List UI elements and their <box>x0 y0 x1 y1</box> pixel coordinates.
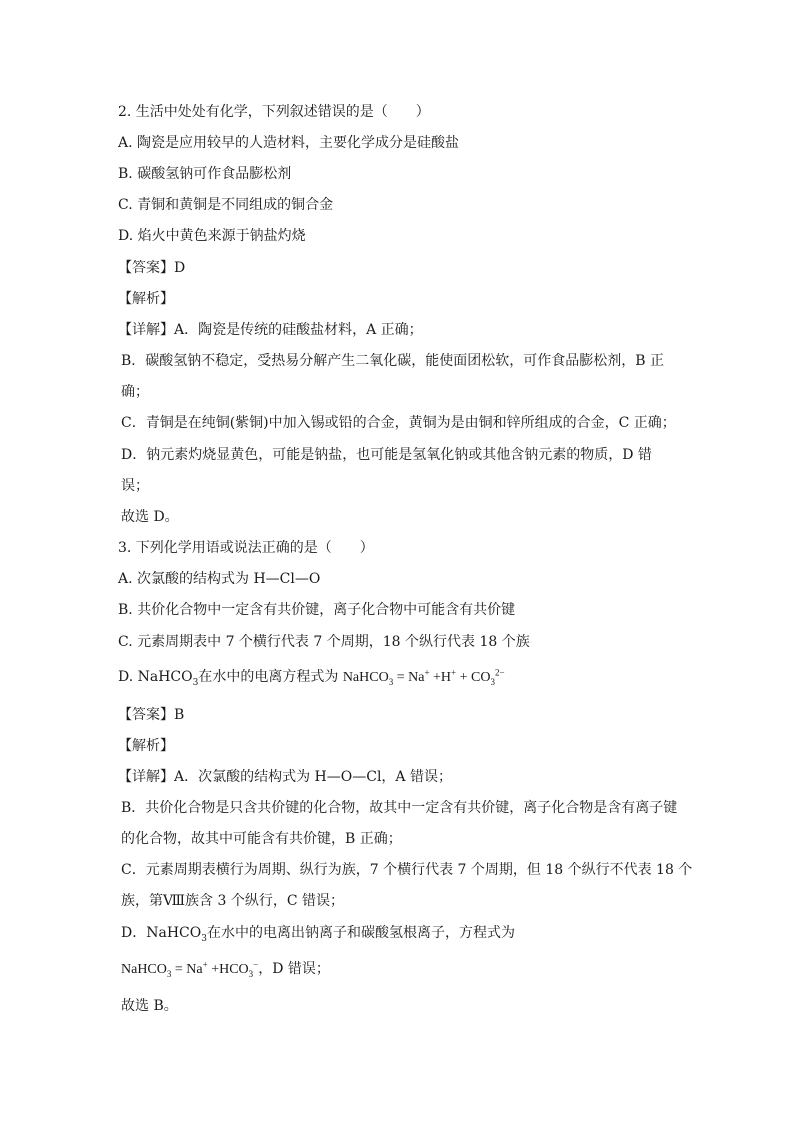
q3-detail-d-prefix: D．NaHCO <box>121 925 202 941</box>
eq-term-nahco3: NaHCO <box>121 962 167 977</box>
q3-option-d-prefix: D. NaHCO <box>118 669 193 685</box>
q3-answer: 【答案】B <box>118 707 185 723</box>
q3-option-d <box>118 667 505 687</box>
q2-detail-a: 【详解】A．陶瓷是传统的硅酸盐材料，A 正确； <box>118 322 423 338</box>
eq-subscript: 3 <box>388 676 394 687</box>
q3-detail-a: 【详解】A．次氯酸的结构式为 H—O—Cl，A 错误； <box>118 769 452 785</box>
eq-charge: + <box>202 959 208 970</box>
eq-term-hco3: +HCO <box>207 962 249 977</box>
q3-option-c: C. 元素周期表中 7 个横行代表 7 个周期，18 个纵行代表 18 个族 <box>118 634 530 650</box>
q3-conclusion: 故选 B。 <box>121 998 178 1014</box>
q3-analysis-heading: 【解析】 <box>118 738 174 754</box>
eq-subscript: 3 <box>490 676 495 687</box>
q3-detail-d-tail: ，D 错误； <box>258 961 330 977</box>
eq-charge: + <box>451 667 457 678</box>
q3-detail-b-line1: B．共价化合物是只含共价键的化合物，故其中一定含有共价键，离子化合物是含有离子键 <box>121 800 678 816</box>
q2-detail-d-line1: D．钠元素灼烧显黄色，可能是钠盐，也可能是氢氧化钠或其他含钠元素的物质，D 错 <box>121 447 652 463</box>
q3-option-b: B. 共价化合物中一定含有共价键，离子化合物中可能含有共价键 <box>118 602 516 618</box>
q2-option-c: C. 青铜和黄铜是不同组成的铜合金 <box>118 197 334 213</box>
q2-detail-b-line1: B．碳酸氢钠不稳定，受热易分解产生二氧化碳，能使面团松软，可作食品膨松剂，B 正 <box>121 353 665 369</box>
q3-option-d-equation <box>342 667 505 687</box>
q2-conclusion: 故选 D。 <box>121 509 179 525</box>
eq-charge: + <box>424 667 430 678</box>
q2-option-a: A. 陶瓷是应用较早的人造材料，主要化学成分是硅酸盐 <box>118 135 460 151</box>
eq-term-h: +H <box>429 670 452 685</box>
q2-detail-c: C．青铜是在纯铜(紫铜)中加入锡或铅的合金，黄铜为是由铜和锌所组成的合金，C 正确； <box>121 415 676 431</box>
q3-stem: 3. 下列化学用语或说法正确的是（ ） <box>118 540 374 556</box>
q3-detail-b-line2: 的化合物，故其中可能含有共价键，B 正确； <box>121 831 402 847</box>
q2-analysis-heading: 【解析】 <box>118 291 174 307</box>
eq-term-na: = Na <box>171 962 203 977</box>
q3-detail-d-subscript: 3 <box>201 933 207 944</box>
q3-detail-c-line2: 族，第Ⅷ族含 3 个纵行，C 错误； <box>121 893 345 909</box>
eq-subscript: 3 <box>248 968 254 979</box>
eq-term-co3: + CO <box>456 670 491 685</box>
q3-detail-d-text: 在水中的电离出钠离子和碳酸氢根离子，方程式为 <box>206 925 515 941</box>
q3-detail-d-line1 <box>121 923 515 943</box>
q3-option-d-subscript: 3 <box>192 677 199 688</box>
eq-term-nahco3: NaHCO <box>342 670 389 685</box>
eq-charge: − <box>253 959 259 970</box>
q3-detail-d-equation-line <box>121 959 330 979</box>
q2-answer: 【答案】D <box>118 260 186 276</box>
eq-subscript: 3 <box>166 968 172 979</box>
q2-stem: 2. 生活中处处有化学，下列叙述错误的是（ ） <box>118 104 430 120</box>
eq-term-na: = Na <box>393 670 425 685</box>
q3-detail-c-line1: C．元素周期表横行为周期、纵行为族，7 个横行代表 7 个周期，但 18 个纵行不代表 18 个 <box>121 862 693 878</box>
q2-detail-d-line2: 误； <box>121 478 149 494</box>
q2-option-b: B. 碳酸氢钠可作食品膨松剂 <box>118 166 292 182</box>
eq-charge: 2− <box>494 667 505 678</box>
q2-option-d: D. 焰火中黄色来源于钠盐灼烧 <box>118 228 306 244</box>
q3-option-d-text: 在水中的电离方程式为 <box>198 669 339 685</box>
q3-option-a: A. 次氯酸的结构式为 H—Cl—O <box>118 571 321 587</box>
q2-detail-b-line2: 确； <box>121 384 149 400</box>
q3-detail-d-equation <box>121 959 259 979</box>
